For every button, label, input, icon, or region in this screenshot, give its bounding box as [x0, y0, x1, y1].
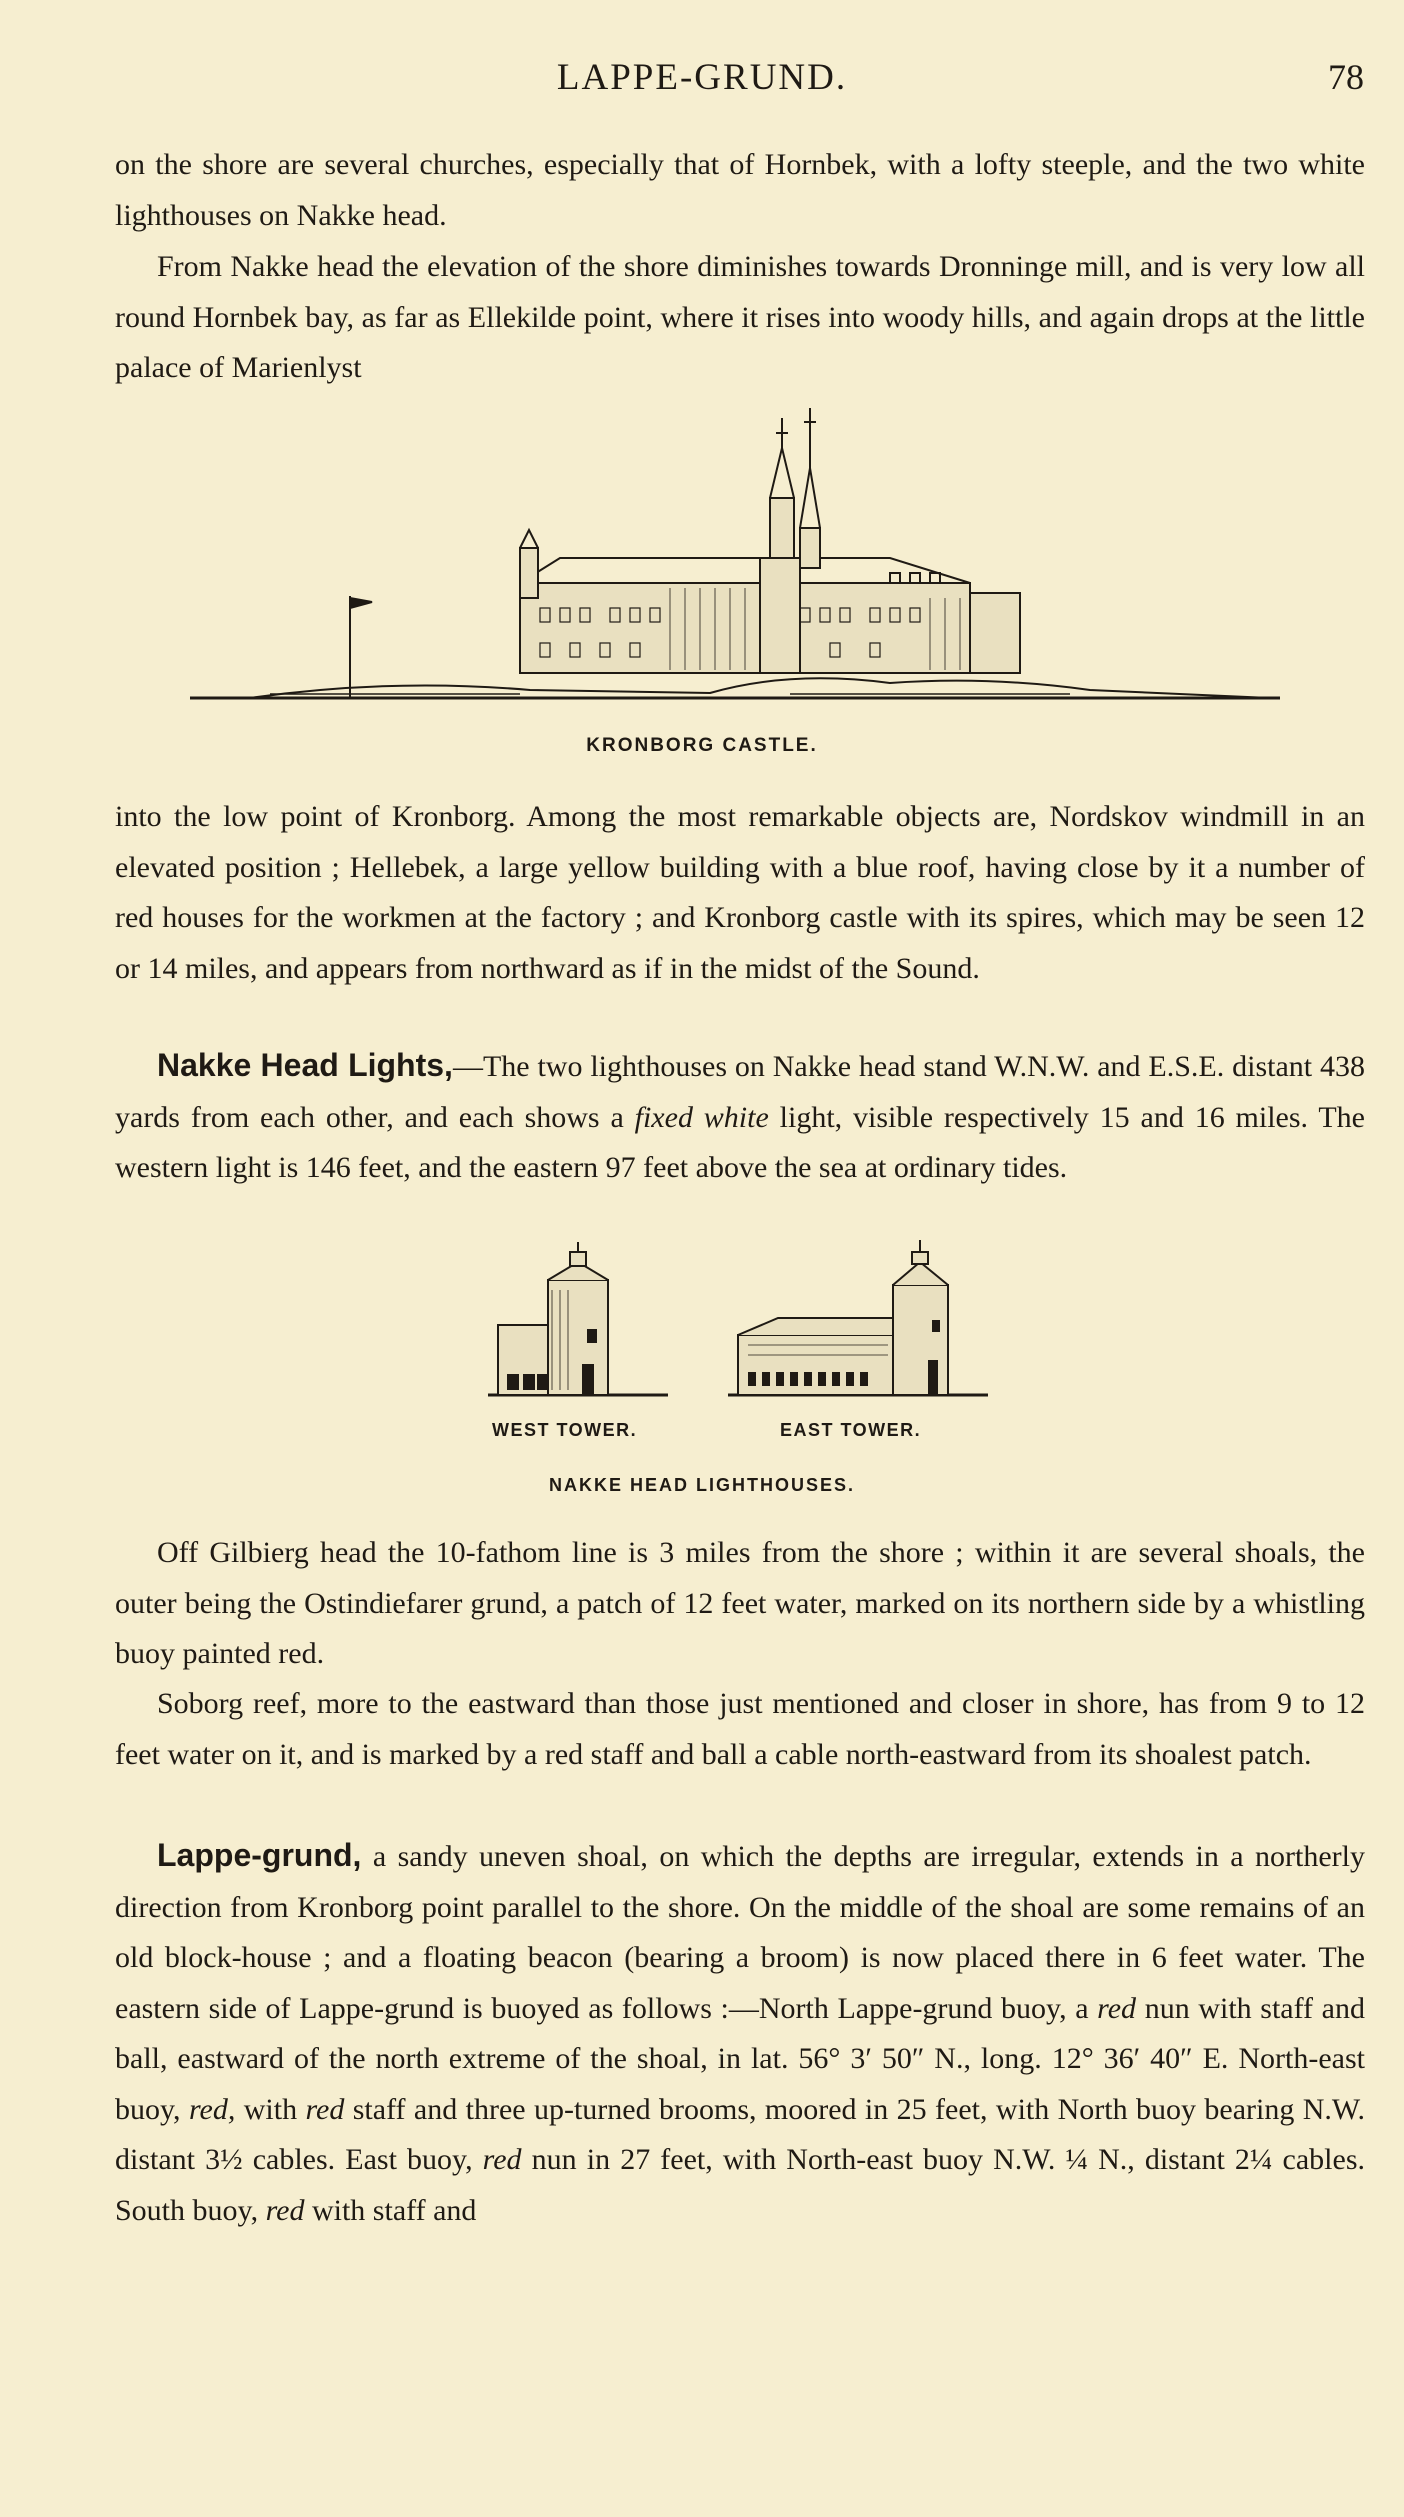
- lappe-text-e: nun in 27 feet, with North-east buoy N.W. ¼ N., distant 2¼ cables. South buoy,: [115, 2143, 1365, 2227]
- red-italic-4: red: [482, 2143, 522, 2176]
- red-italic-5: red: [265, 2193, 305, 2227]
- kronborg-castle-illustration: [190, 408, 1290, 708]
- lappe-text-f: with staff and: [304, 2193, 477, 2227]
- paragraph-nakke-head-lights: [115, 1040, 1365, 1194]
- nakke-lights-text-a: —The two lighthouses on Nakke head stand W.N.W. and E.S.E. distant 438 yards from each other, and each shows a: [115, 1050, 1365, 1134]
- red-italic-3: red: [305, 2092, 345, 2126]
- fixed-white-italic: fixed white: [634, 1100, 769, 1134]
- running-head: [0, 52, 1404, 102]
- lappe-text-c: with: [235, 2092, 306, 2126]
- paragraph-gilbierg-head: Off Gilbierg head the 10-fathom line is 3 miles from the shore ; within it are several shoals, the outer being the Ostindiefarer grund, a patch of 12 feet water, marked on its northern side by a whistling buoy painted red.: [115, 1536, 1365, 1670]
- running-title: LAPPE-GRUND.: [556, 57, 848, 98]
- west-tower-label: WEST TOWER.: [492, 1420, 638, 1440]
- red-italic-1: red: [1097, 1991, 1137, 2025]
- nakke-head-lights-term: Nakke Head Lights,: [157, 1047, 453, 1083]
- paragraph-lappe-grund: [115, 1830, 1365, 2236]
- nakke-head-lighthouses-illustration: [488, 1240, 1008, 1400]
- paragraph-soborg-reef: Soborg reef, more to the eastward than those just mentioned and closer in shore, has from 9 to 12 feet water on it, and is marked by a red staff and ball a cable north-eastward from its shoalest patch.: [115, 1687, 1365, 1771]
- lappe-text-a: a sandy uneven shoal, on which the depths are irregular, extends in a northerly direction from Kronborg point parallel to the shore. On the middle of the shoal are some remains of an old block-house ; and a floating beacon (bearing a broom) is now placed there in 6 feet water. The eastern side of Lappe-grund is buoyed as follows :—North Lappe-grund buoy, a: [115, 1840, 1365, 2025]
- lappe-text-b: nun with staff and ball, eastward of the north extreme of the shoal, in lat. 56° 3′ 50″ N., long. 12° 36′ 40″ E. North-east buoy,: [115, 1991, 1365, 2126]
- red-italic-2: red,: [188, 2092, 236, 2126]
- kronborg-castle-caption: KRONBORG CASTLE.: [586, 735, 818, 756]
- nakke-head-lighthouses-caption: NAKKE HEAD LIGHTHOUSES.: [548, 1475, 855, 1495]
- paragraph-kronborg: into the low point of Kronborg. Among the most remarkable objects are, Nordskov windmill in an elevated position ; Hellebek, a large yellow building with a blue roof, having close by it a number of red houses for the workmen at the factory ; and Kronborg castle with its spires, which may be seen 12 or 14 miles, and appears from northward as if in the midst of the Sound.: [115, 800, 1365, 985]
- lappe-grund-term: Lappe-grund,: [157, 1837, 362, 1873]
- east-tower-label: EAST TOWER.: [780, 1420, 922, 1440]
- page-number: 78: [1328, 57, 1364, 97]
- nakke-lights-text-b: light, visible respectively 15 and 16 miles. The western light is 146 feet, and the eastern 97 feet above the sea at ordinary tides.: [115, 1100, 1365, 1184]
- paragraph-shore-elevation: From Nakke head the elevation of the shore diminishes towards Dronninge mill, and is very low all round Hornbek bay, as far as Ellekilde point, where it rises into woody hills, and again drops at the little palace of Marienlyst: [115, 250, 1365, 384]
- paragraph-shore-churches: on the shore are several churches, especially that of Hornbek, with a lofty steeple, and the two white lighthouses on Nakke head.: [115, 148, 1365, 232]
- lappe-text-d: staff and three up-turned brooms, moored in 25 feet, with North buoy bearing N.W. distant 3½ cables. East buoy,: [115, 2092, 1365, 2176]
